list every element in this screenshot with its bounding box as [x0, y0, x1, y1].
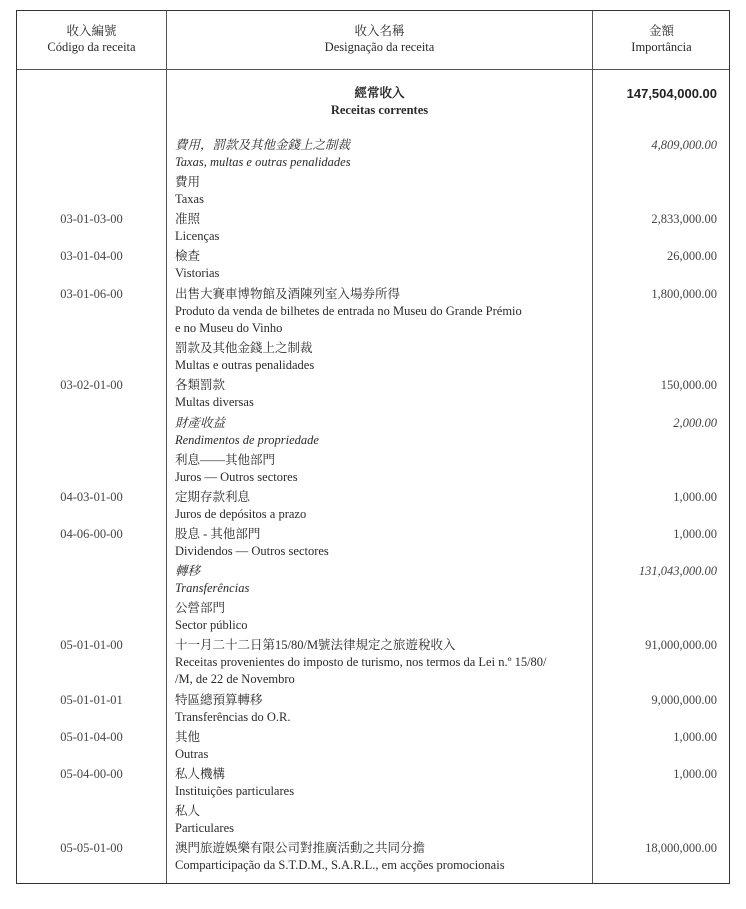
header-amount-zh: 金額	[648, 24, 674, 38]
row-amount: 2,833,000.00	[651, 212, 717, 226]
row-description	[175, 377, 580, 411]
row-code: 05-01-01-01	[60, 693, 123, 707]
row-desc-pt: Instituições particulares	[175, 784, 295, 798]
row-code: 05-05-01-00	[60, 841, 123, 855]
row-description	[175, 729, 580, 763]
revenue-table	[16, 10, 730, 884]
row-code: 05-01-04-00	[60, 730, 123, 744]
row-desc-pt: Receitas provenientes do imposto de turismo, nos termos da Lei n.º 15/80/	[175, 655, 547, 669]
row-description	[175, 248, 580, 282]
row-desc-zh: 出售大賽車博物館及酒陳列室入場券所得	[175, 287, 401, 301]
row-amount: 4,809,000.00	[651, 138, 717, 152]
row-amount: 2,000.00	[673, 416, 717, 430]
row-code: 04-03-01-00	[60, 490, 123, 504]
column-divider	[166, 11, 167, 883]
row-desc-zh: 私人	[175, 804, 201, 818]
row-desc-zh: 私人機構	[175, 767, 226, 781]
header-code-zh: 收入編號	[66, 24, 117, 38]
row-desc-zh: 股息 - 其他部門	[175, 527, 261, 541]
row-desc-pt: Produto da venda de bilhetes de entrada no Museu do Grande Prémio	[175, 304, 522, 318]
row-desc-zh: 轉移	[175, 564, 201, 578]
row-amount: 150,000.00	[660, 378, 717, 392]
row-desc-pt: Licenças	[175, 229, 220, 243]
row-amount: 18,000,000.00	[645, 841, 717, 855]
row-desc-zh: 特區總預算轉移	[175, 693, 263, 707]
row-desc-pt: Vistorias	[175, 266, 220, 280]
row-desc-zh: 財產收益	[175, 416, 226, 430]
row-desc-pt: Dividendos — Outros sectores	[175, 544, 329, 558]
row-desc-pt: Transferências do O.R.	[175, 710, 291, 724]
row-desc-zh: 准照	[175, 212, 201, 226]
row-desc-pt: Transferências	[175, 581, 250, 595]
row-description	[175, 137, 580, 171]
row-amount: 91,000,000.00	[645, 638, 717, 652]
row-description	[175, 526, 580, 560]
row-description	[175, 600, 580, 634]
row-desc-zh: 各類罰款	[175, 378, 226, 392]
row-desc-pt: Taxas, multas e outras penalidades	[175, 155, 351, 169]
row-desc-pt: Multas e outras penalidades	[175, 358, 315, 372]
row-amount: 1,000.00	[673, 730, 717, 744]
row-description	[175, 489, 580, 523]
header-name-zh: 收入名稱	[354, 24, 405, 38]
row-description	[175, 637, 580, 688]
row-code: 03-01-03-00	[60, 212, 123, 226]
row-amount: 131,043,000.00	[638, 564, 717, 578]
header-amount-pt: Importância	[631, 40, 692, 54]
row-desc-zh: 罰款及其他金錢上之制裁	[175, 341, 313, 355]
row-code: 03-01-04-00	[60, 249, 123, 263]
row-description	[175, 840, 580, 874]
row-amount: 1,000.00	[673, 527, 717, 541]
row-description	[175, 286, 580, 337]
row-description	[175, 563, 580, 597]
row-description	[175, 340, 580, 374]
row-code: 03-02-01-00	[60, 378, 123, 392]
row-desc-pt: Outras	[175, 747, 209, 761]
row-amount: 26,000.00	[667, 249, 717, 263]
row-description	[175, 766, 580, 800]
row-description	[175, 211, 580, 245]
row-code: 05-04-00-00	[60, 767, 123, 781]
row-desc-pt: Multas diversas	[175, 395, 254, 409]
row-description	[175, 452, 580, 486]
header-name-pt: Designação da receita	[324, 40, 435, 54]
row-desc-pt-cont: e no Museu do Vinho	[175, 321, 283, 335]
row-desc-zh: 定期存款利息	[175, 490, 251, 504]
row-desc-pt: Comparticipação da S.T.D.M., S.A.R.L., em acções promocionais	[175, 858, 505, 872]
row-desc-pt: Sector público	[175, 618, 248, 632]
row-desc-pt-cont: /M, de 22 de Novembro	[175, 672, 295, 686]
total-amount: 147,504,000.00	[626, 86, 717, 101]
row-amount: 1,800,000.00	[651, 287, 717, 301]
row-desc-zh: 檢查	[175, 249, 201, 263]
row-desc-pt: Rendimentos de propriedade	[175, 433, 319, 447]
row-code: 05-01-01-00	[60, 638, 123, 652]
total-label	[167, 85, 592, 119]
row-desc-zh: 利息——其他部門	[175, 453, 276, 467]
row-description	[175, 174, 580, 208]
row-desc-zh: 費用，罰款及其他金錢上之制裁	[175, 138, 351, 152]
header-designation	[167, 23, 592, 55]
row-desc-zh: 費用	[175, 175, 201, 189]
header-code-pt: Código da receita	[47, 40, 136, 54]
row-desc-zh: 其他	[175, 730, 201, 744]
row-desc-zh: 公營部門	[175, 601, 226, 615]
row-amount: 9,000,000.00	[651, 693, 717, 707]
row-description	[175, 803, 580, 837]
row-desc-zh: 十一月二十二日第15/80/M號法律規定之旅遊稅收入	[175, 638, 456, 652]
row-code: 03-01-06-00	[60, 287, 123, 301]
row-amount: 1,000.00	[673, 767, 717, 781]
row-desc-zh: 澳門旅遊娛樂有限公司對推廣活動之共同分擔	[175, 841, 426, 855]
total-label-zh: 經常收入	[354, 86, 405, 100]
total-label-pt: Receitas correntes	[330, 103, 429, 117]
row-amount: 1,000.00	[673, 490, 717, 504]
header-divider	[17, 69, 729, 70]
row-code: 04-06-00-00	[60, 527, 123, 541]
header-code	[17, 23, 166, 55]
row-description	[175, 415, 580, 449]
row-desc-pt: Particulares	[175, 821, 235, 835]
row-description	[175, 692, 580, 726]
row-desc-pt: Taxas	[175, 192, 204, 206]
header-amount	[593, 23, 730, 55]
row-desc-pt: Juros de depósitos a prazo	[175, 507, 307, 521]
row-desc-pt: Juros — Outros sectores	[175, 470, 298, 484]
